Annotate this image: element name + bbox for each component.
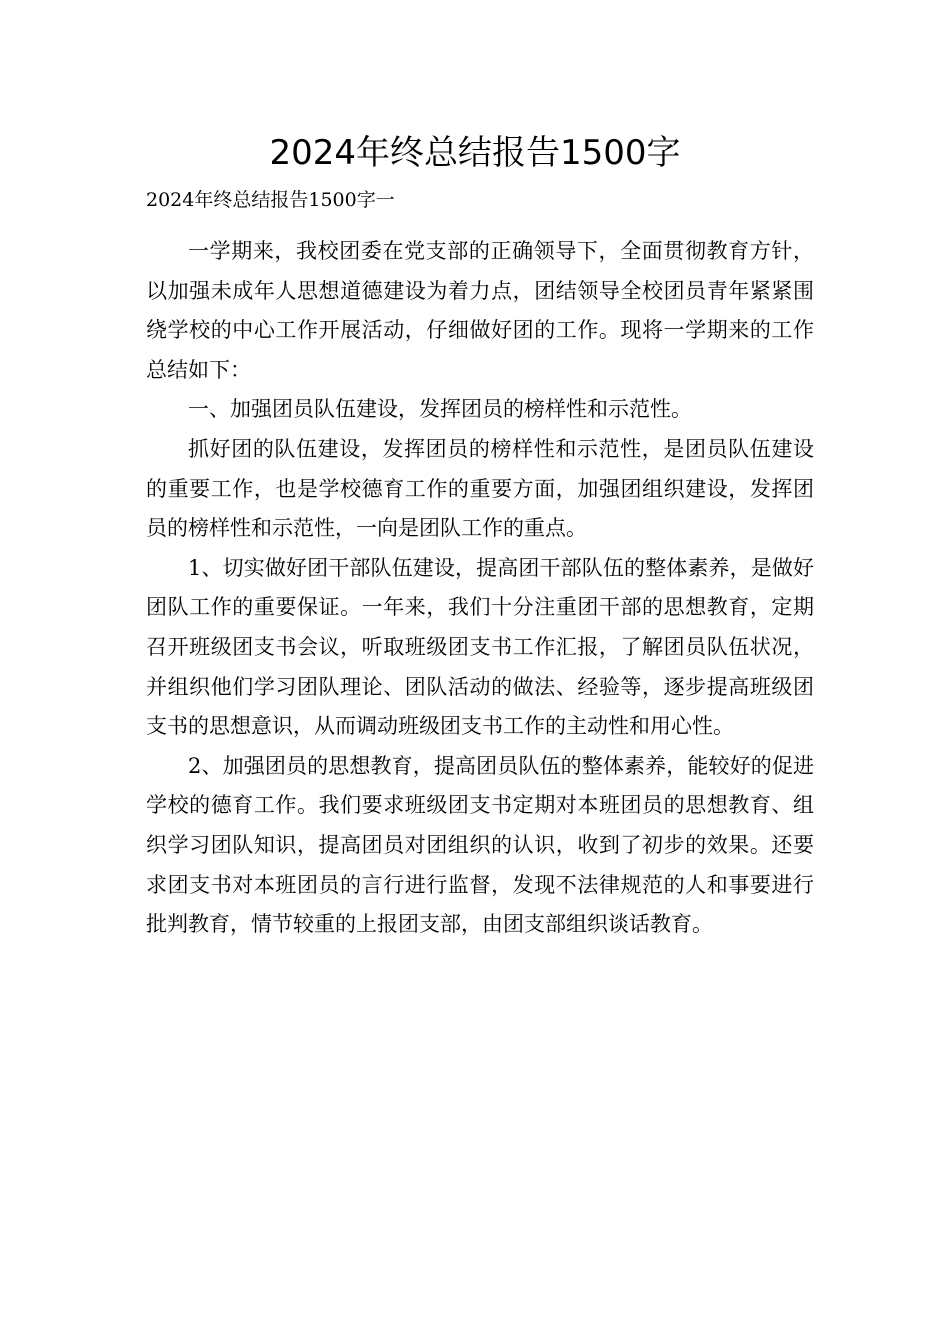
paragraph-item-2: 2、加强团员的思想教育，提高团员队伍的整体素养，能较好的促进学校的德育工作。我们要求班级团支书定期对本班团员的思想教育、组织学习团队知识，提高团员对团组织的认识，收到了初步的效果。还要求团支书对本班团员的言行进行监督，发现不法律规范的人和事要进行批判教育，情节较重的上报团支部，由团支部组织谈话教育。 [146,753,814,937]
paragraph-team-building: 抓好团的队伍建设，发挥团员的榜样性和示范性，是团员队伍建设的重要工作，也是学校德育工作的重要方面，加强团组织建设，发挥团员的榜样性和示范性，一向是团队工作的重点。 [146,436,814,541]
paragraph-item-1: 1、切实做好团干部队伍建设，提高团干部队伍的整体素养，是做好团队工作的重要保证。一年来，我们十分注重团干部的思想教育，定期召开班级团支书会议，听取班级团支书工作汇报，了解团员队伍状况，并组织他们学习团队理论、团队活动的做法、经验等，逐步提高班级团支书的思想意识，从而调动班级团支书工作的主动性和用心性。 [146,555,814,739]
document-title: 2024年终总结报告1500字 [269,133,681,173]
document-body [146,232,814,945]
paragraph-section-heading: 一、加强团员队伍建设，发挥团员的榜样性和示范性。 [188,397,692,422]
paragraph-intro: 一学期来，我校团委在党支部的正确领导下，全面贯彻教育方针，以加强未成年人思想道德建设为着力点，团结领导全校团员青年紧紧围绕学校的中心工作开展活动，仔细做好团的工作。现将一学期来的工作总结如下： [146,239,814,382]
document-subtitle: 2024年终总结报告1500字一 [146,189,395,211]
